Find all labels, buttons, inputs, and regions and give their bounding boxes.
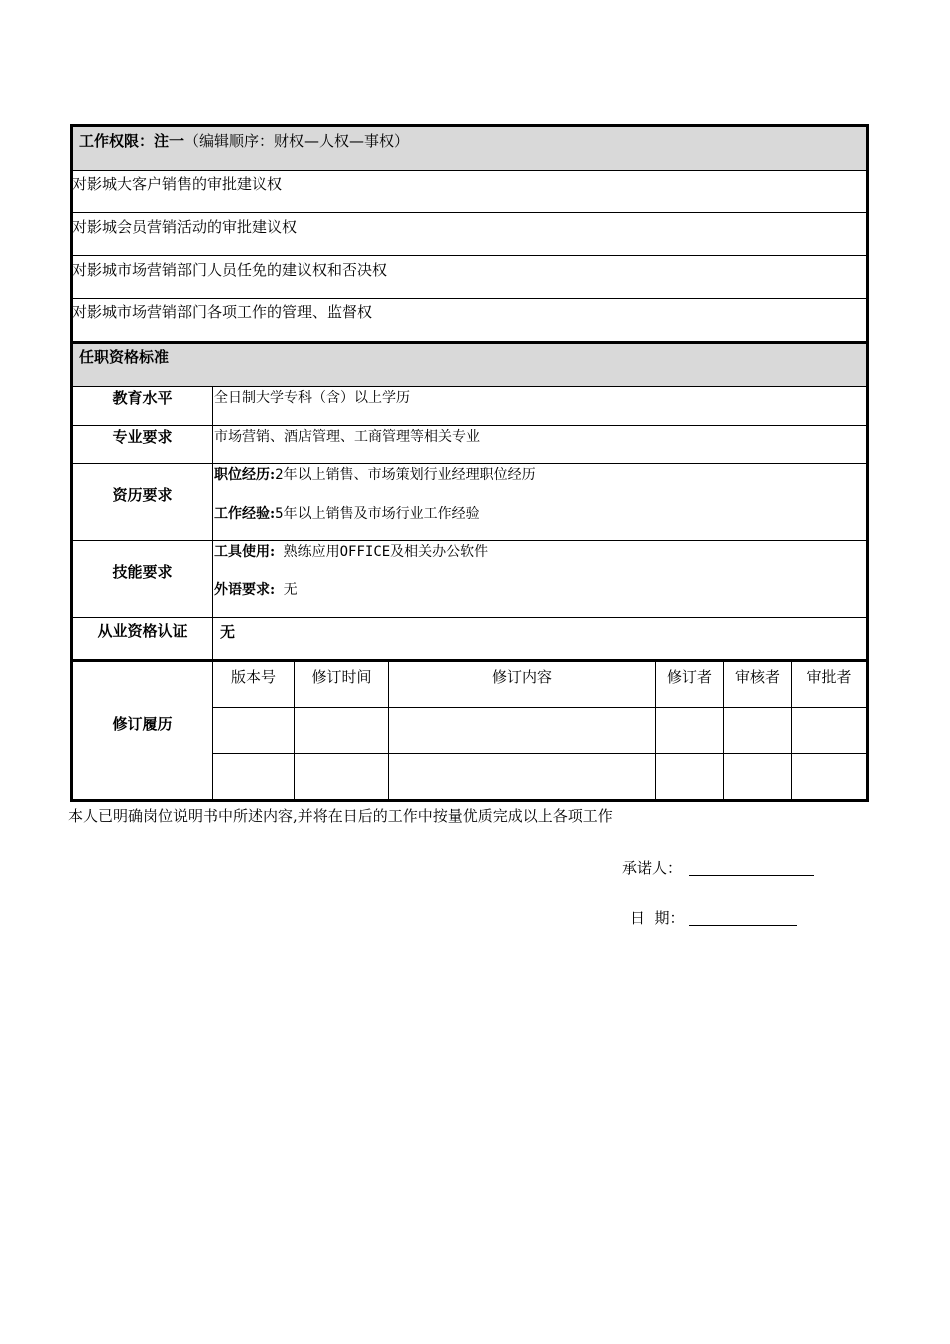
qualification-header-bg bbox=[73, 344, 866, 386]
authority-item: 对影城市场营销部门人员任免的建议权和否决权 bbox=[72, 261, 388, 279]
major-value: 市场营销、酒店管理、工商管理等相关专业 bbox=[214, 429, 480, 445]
language-requirement-value: 无 bbox=[283, 582, 298, 598]
column-auditor: 审核者 bbox=[734, 668, 780, 686]
work-experience-label: 工作经验: bbox=[214, 506, 276, 522]
language-requirement-label: 外语要求: bbox=[214, 582, 276, 598]
tool-usage-value: 熟练应用OFFICE及相关办公软件 bbox=[283, 544, 489, 560]
work-experience bbox=[214, 505, 480, 523]
column-revision-time: 修订时间 bbox=[311, 668, 372, 686]
column-reviser: 修订者 bbox=[666, 668, 712, 686]
column-approver: 审批者 bbox=[806, 668, 852, 686]
language-requirement bbox=[214, 581, 298, 599]
revision-history-label: 修订履历 bbox=[112, 715, 173, 733]
work-experience-value: 5年以上销售及市场行业工作经验 bbox=[275, 506, 480, 522]
tool-usage bbox=[214, 543, 488, 561]
work-authority-note: （编辑顺序：财权—人权—事权） bbox=[184, 132, 410, 150]
promisor-signature-line[interactable] bbox=[689, 875, 814, 876]
position-experience-value: 2年以上销售、市场策划行业经理职位经历 bbox=[275, 467, 536, 483]
qualification-header: 任职资格标准 bbox=[79, 348, 170, 366]
authority-item: 对影城市场营销部门各项工作的管理、监督权 bbox=[72, 303, 373, 321]
work-authority-header bbox=[79, 132, 409, 150]
column-version: 版本号 bbox=[230, 668, 276, 686]
authority-item: 对影城大客户销售的审批建议权 bbox=[72, 175, 283, 193]
date-signature-line[interactable] bbox=[689, 925, 797, 926]
work-authority-title: 工作权限：注一 bbox=[79, 132, 185, 150]
tool-usage-label: 工具使用: bbox=[214, 544, 276, 560]
experience-label: 资历要求 bbox=[112, 486, 173, 504]
position-experience-label: 职位经历: bbox=[214, 467, 276, 483]
education-label: 教育水平 bbox=[112, 389, 173, 407]
commitment-statement: 本人已明确岗位说明书中所述内容,并将在日后的工作中按量优质完成以上各项工作 bbox=[68, 807, 613, 825]
authority-item: 对影城会员营销活动的审批建议权 bbox=[72, 218, 298, 236]
column-revision-content: 修订内容 bbox=[491, 668, 552, 686]
education-value: 全日制大学专科（含）以上学历 bbox=[214, 390, 410, 406]
major-label: 专业要求 bbox=[112, 428, 173, 446]
promisor-label: 承诺人： bbox=[622, 859, 683, 877]
certification-value: 无 bbox=[220, 623, 236, 641]
skills-label: 技能要求 bbox=[112, 563, 173, 581]
certification-label: 从业资格认证 bbox=[97, 622, 188, 640]
date-label: 日 期： bbox=[630, 909, 685, 927]
position-experience bbox=[214, 466, 536, 484]
